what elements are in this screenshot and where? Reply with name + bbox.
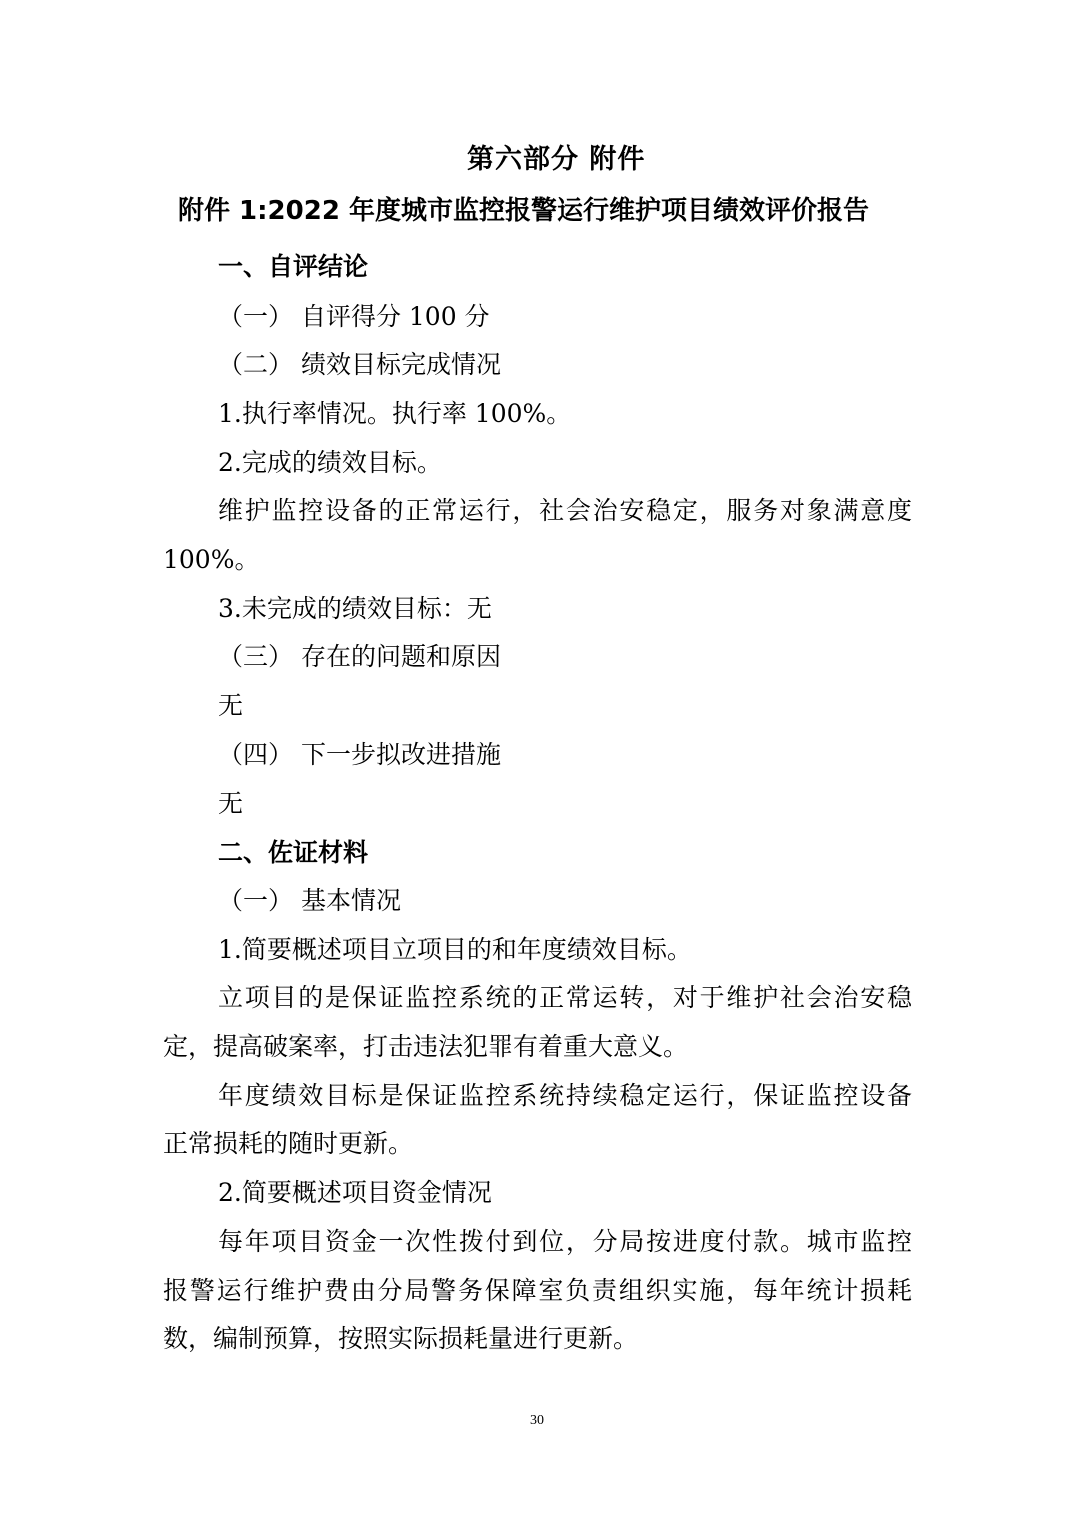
funds-text-cont-2: 数，编制预算，按照实际损耗量进行更新。 [163,1324,639,1353]
completed-goals-text: 维护监控设备的正常运行，社会治安稳定，服务对象满意度 [218,496,912,525]
problems-subtitle: （三） 存在的问题和原因 [218,642,501,671]
funds-text: 每年项目资金一次性拨付到位，分局按进度付款。城市监控 [218,1227,912,1256]
item-2-title: 2.简要概述项目资金情况 [218,1178,492,1207]
uncompleted-goals-line: 3.未完成的绩效目标：无 [218,594,492,623]
self-score-line: （一） 自评得分 100 分 [218,302,490,331]
completed-goals-title: 2.完成的绩效目标。 [218,448,442,477]
annual-goal-text: 年度绩效目标是保证监控系统持续稳定运行，保证监控设备 [218,1081,912,1110]
execution-rate-line: 1.执行率情况。执行率 100%。 [218,399,572,428]
section-1-title: 一、自评结论 [218,252,369,281]
section-2-title: 二、佐证材料 [218,838,369,867]
purpose-text-cont: 定，提高破案率，打击违法犯罪有着重大意义。 [163,1032,689,1061]
item-1-title: 1.简要概述项目立项目的和年度绩效目标。 [218,935,692,964]
measures-subtitle: （四） 下一步拟改进措施 [218,740,501,769]
report-title: 附件 1:2022 年度城市监控报警运行维护项目绩效评价报告 [178,196,869,226]
annual-goal-text-cont: 正常损耗的随时更新。 [163,1129,414,1158]
basic-info-subtitle: （一） 基本情况 [218,886,401,915]
problems-text: 无 [218,691,244,720]
page-number: 30 [530,1413,544,1428]
goals-subtitle: （二） 绩效目标完成情况 [218,350,501,379]
part-title: 第六部分 附件 [467,144,646,175]
measures-text: 无 [218,789,244,818]
funds-text-cont-1: 报警运行维护费由分局警务保障室负责组织实施，每年统计损耗 [163,1276,912,1305]
completed-goals-text-cont: 100%。 [163,545,260,574]
purpose-text: 立项目的是保证监控系统的正常运转，对于维护社会治安稳 [218,983,912,1012]
